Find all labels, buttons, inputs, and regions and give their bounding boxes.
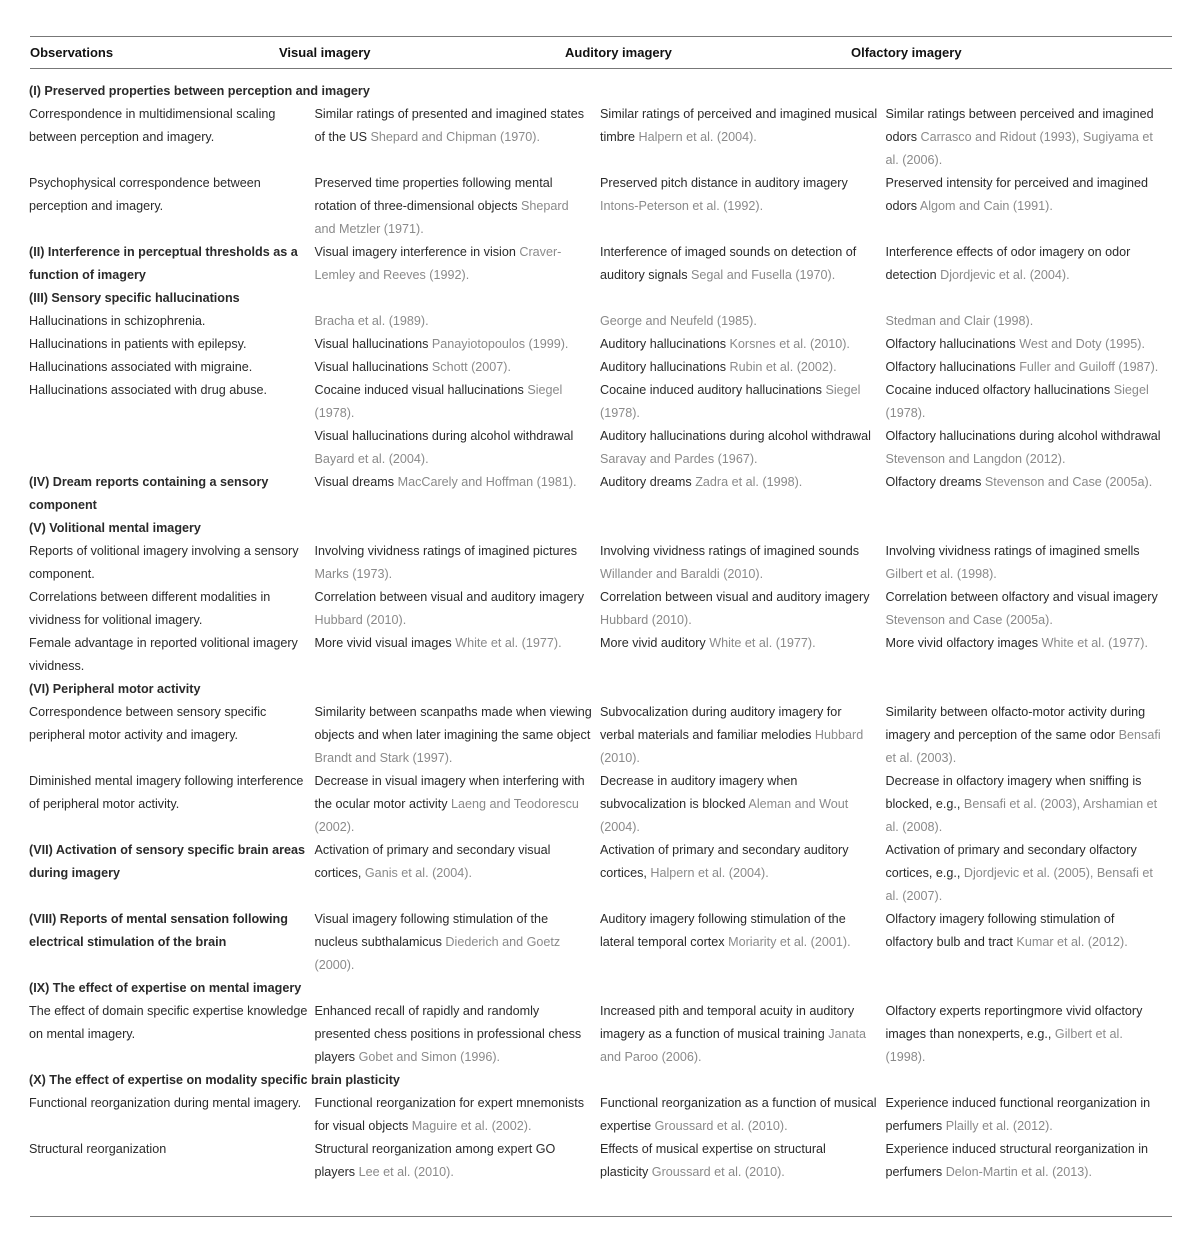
table-row (29, 770, 1171, 839)
visual-text: Visual hallucinations (314, 360, 429, 374)
top-rule (30, 36, 1172, 37)
auditory-text: Auditory hallucinations (600, 360, 727, 374)
olfactory-cell-content (886, 333, 1172, 356)
olfactory-text: Olfactory hallucinations during alcohol withdrawal (885, 429, 1161, 443)
olfactory-cell-content (886, 425, 1172, 471)
visual-cell (315, 1138, 601, 1184)
visual-citation: Schott (2007). (431, 360, 511, 374)
auditory-citation: Hubbard (2010). (600, 613, 692, 627)
visual-cell-content (315, 241, 601, 287)
table-row (29, 839, 1171, 908)
auditory-text: Cocaine induced auditory hallucinations (600, 383, 822, 397)
visual-text: Visual hallucinations during alcohol withdrawal (314, 429, 574, 443)
visual-cell (315, 540, 601, 586)
auditory-citation: Rubin et al. (2002). (729, 360, 837, 374)
olfactory-cell (886, 540, 1172, 586)
olfactory-cell-content (886, 471, 1172, 494)
auditory-text: Subvocalization during auditory imagery for verbal materials and familiar melodies (600, 705, 842, 742)
visual-cell-content (315, 356, 601, 379)
visual-cell (315, 310, 601, 333)
visual-citation: Shepard and Chipman (1970). (370, 130, 540, 144)
observation-cell: Hallucinations in patients with epilepsy. (29, 337, 247, 351)
visual-cell-content (315, 172, 601, 241)
auditory-citation: Groussard et al. (2010). (654, 1119, 788, 1133)
olfactory-cell-content (886, 103, 1172, 172)
olfactory-cell-content (886, 172, 1172, 218)
visual-cell-content (315, 701, 601, 770)
auditory-cell (600, 241, 886, 287)
table-row (29, 632, 1171, 678)
visual-citation: Lee et al. (2010). (358, 1165, 454, 1179)
auditory-cell (600, 770, 886, 839)
olfactory-citation: Plailly et al. (2012). (945, 1119, 1053, 1133)
auditory-citation: Siegel (1978). (600, 383, 861, 420)
olfactory-cell (886, 471, 1172, 517)
olfactory-text: Involving vividness ratings of imagined smells (885, 544, 1140, 558)
olfactory-cell-content (886, 701, 1172, 770)
olfactory-citation: Stedman and Clair (1998). (885, 314, 1034, 328)
table-row (29, 1092, 1171, 1138)
auditory-cell (600, 471, 886, 517)
auditory-cell (600, 333, 886, 356)
auditory-text: Auditory dreams (600, 475, 692, 489)
auditory-citation: White et al. (1977). (709, 636, 816, 650)
section-heading: (IX) The effect of expertise on mental imagery (29, 981, 302, 995)
auditory-citation: Moriarity et al. (2001). (728, 935, 851, 949)
table-row (29, 1000, 1171, 1069)
olfactory-cell-content (886, 310, 1172, 333)
olfactory-cell-content (886, 241, 1172, 287)
observation-cell: Correlations between different modalities in vividness for volitional imagery. (29, 590, 271, 627)
visual-cell-content (315, 770, 601, 839)
table-row (29, 333, 1171, 356)
visual-cell-content (315, 540, 601, 586)
olfactory-citation: Algom and Cain (1991). (919, 199, 1053, 213)
olfactory-text: Olfactory imagery following stimulation of olfactory bulb and tract (885, 912, 1115, 949)
auditory-text: Functional reorganization as a function of musical expertise (600, 1096, 877, 1133)
visual-citation: MacCarely and Hoffman (1981). (397, 475, 577, 489)
olfactory-citation: Bensafi et al. (2003), Arshamian et al. (2008). (885, 797, 1158, 834)
auditory-cell (600, 103, 886, 172)
auditory-citation: George and Neufeld (1985). (600, 314, 757, 328)
visual-cell (315, 241, 601, 287)
olfactory-cell-content (886, 1092, 1172, 1138)
olfactory-text: Olfactory experts reportingmore vivid olfactory images than nonexperts, e.g., (885, 1004, 1143, 1041)
visual-text: Decrease in visual imagery when interfering with the ocular motor activity (314, 774, 585, 811)
table-row (29, 586, 1171, 632)
olfactory-text: Olfactory dreams (885, 475, 982, 489)
auditory-cell-content (600, 241, 886, 287)
auditory-text: Decrease in auditory imagery when subvocalization is blocked (600, 774, 798, 811)
visual-cell (315, 172, 601, 241)
auditory-cell-content (600, 1092, 886, 1138)
olfactory-cell (886, 586, 1172, 632)
table-row (29, 425, 1171, 471)
auditory-citation: Groussard et al. (2010). (651, 1165, 785, 1179)
olfactory-text: Preserved intensity for perceived and imagined odors (885, 176, 1149, 213)
visual-text: Similarity between scanpaths made when viewing objects and when later imagining the same object (314, 705, 592, 742)
olfactory-citation: Bensafi et al. (2003). (885, 728, 1161, 765)
visual-text: More vivid visual images (314, 636, 452, 650)
olfactory-cell-content (886, 1000, 1172, 1069)
header-rule (30, 68, 1172, 69)
visual-text: Visual hallucinations (314, 337, 429, 351)
auditory-citation: Zadra et al. (1998). (695, 475, 803, 489)
observation-cell: Reports of volitional imagery involving a sensory component. (29, 544, 299, 581)
auditory-cell-content (600, 586, 886, 632)
visual-citation: Craver-Lemley and Reeves (1992). (314, 245, 562, 282)
visual-text: Cocaine induced visual hallucinations (314, 383, 524, 397)
auditory-text: Auditory hallucinations during alcohol withdrawal (600, 429, 871, 443)
visual-cell (315, 379, 601, 425)
olfactory-cell (886, 172, 1172, 241)
table-row (29, 103, 1171, 172)
observation-cell: Psychophysical correspondence between perception and imagery. (29, 176, 261, 213)
olfactory-text: Decrease in olfactory imagery when sniffing is blocked, e.g., (885, 774, 1142, 811)
olfactory-cell-content (886, 540, 1172, 586)
auditory-text: Increased pith and temporal acuity in auditory imagery as a function of musical training (600, 1004, 855, 1041)
section-row (29, 287, 1171, 310)
olfactory-text: Olfactory hallucinations (885, 360, 1016, 374)
auditory-cell-content (600, 103, 886, 149)
auditory-cell (600, 701, 886, 770)
auditory-cell (600, 839, 886, 908)
visual-cell-content (315, 632, 601, 655)
auditory-text: Auditory hallucinations (600, 337, 727, 351)
auditory-cell-content (600, 632, 886, 655)
visual-cell-content (315, 839, 601, 885)
olfactory-cell (886, 1000, 1172, 1069)
table-row (29, 241, 1171, 287)
table-row (29, 1138, 1171, 1184)
auditory-text: Correlation between visual and auditory imagery (600, 590, 870, 604)
olfactory-citation: Carrasco and Ridout (1993), Sugiyama et al. (2006). (885, 130, 1153, 167)
auditory-cell (600, 356, 886, 379)
auditory-cell (600, 632, 886, 678)
observation-cell: Female advantage in reported volitional imagery vividness. (29, 636, 298, 673)
visual-cell-content (315, 103, 601, 149)
olfactory-citation: Gilbert et al. (1998). (885, 1027, 1123, 1064)
auditory-cell (600, 172, 886, 241)
olfactory-cell-content (886, 379, 1172, 425)
visual-cell (315, 770, 601, 839)
olfactory-cell-content (886, 908, 1172, 954)
observation-cell: Hallucinations associated with drug abuse. (29, 383, 268, 397)
section-row (29, 1069, 1171, 1092)
auditory-cell-content (600, 701, 886, 770)
visual-citation: Bracha et al. (1989). (314, 314, 429, 328)
auditory-cell-content (600, 356, 886, 379)
auditory-citation: Janata and Paroo (2006). (600, 1027, 867, 1064)
auditory-citation: Aleman and Wout (2004). (600, 797, 849, 834)
visual-cell (315, 333, 601, 356)
visual-citation: Panayiotopoulos (1999). (431, 337, 569, 351)
observation-cell: Diminished mental imagery following interference of peripheral motor activity. (29, 774, 304, 811)
observation-cell: Hallucinations associated with migraine. (29, 360, 253, 374)
section-row (29, 80, 1171, 103)
olfactory-citation: Gilbert et al. (1998). (885, 567, 997, 581)
olfactory-citation: West and Doty (1995). (1019, 337, 1145, 351)
olfactory-cell-content (886, 632, 1172, 655)
auditory-cell (600, 425, 886, 471)
visual-text: Structural reorganization among expert GO players (314, 1142, 556, 1179)
auditory-citation: Korsnes et al. (2010). (729, 337, 850, 351)
olfactory-cell (886, 425, 1172, 471)
auditory-cell (600, 379, 886, 425)
olfactory-text: Experience induced functional reorganization in perfumers (885, 1096, 1151, 1133)
header-olfactory-imagery: Olfactory imagery (851, 45, 962, 60)
section-heading: (X) The effect of expertise on modality specific brain plasticity (29, 1073, 400, 1087)
olfactory-cell (886, 356, 1172, 379)
section-row (29, 678, 1171, 701)
olfactory-citation: Delon-Martin et al. (2013). (945, 1165, 1092, 1179)
olfactory-cell (886, 103, 1172, 172)
olfactory-cell (886, 908, 1172, 977)
visual-cell-content (315, 310, 601, 333)
observation-cell: (VIII) Reports of mental sensation following electrical stimulation of the brain (29, 912, 288, 949)
auditory-text: Activation of primary and secondary auditory cortices, (600, 843, 849, 880)
visual-cell (315, 908, 601, 977)
auditory-cell-content (600, 333, 886, 356)
observation-cell: (IV) Dream reports containing a sensory component (29, 475, 269, 512)
visual-citation: Siegel (1978). (314, 383, 563, 420)
auditory-text: Involving vividness ratings of imagined sounds (600, 544, 860, 558)
visual-cell (315, 425, 601, 471)
visual-citation: Ganis et al. (2004). (364, 866, 472, 880)
section-heading: (V) Volitional mental imagery (29, 521, 201, 535)
auditory-cell-content (600, 425, 886, 471)
olfactory-cell-content (886, 1138, 1172, 1184)
visual-citation: Shepard and Metzler (1971). (314, 199, 569, 236)
auditory-cell (600, 310, 886, 333)
visual-cell-content (315, 333, 601, 356)
visual-text: Preserved time properties following mental rotation of three-dimensional objects (314, 176, 553, 213)
olfactory-cell (886, 310, 1172, 333)
visual-text: Enhanced recall of rapidly and randomly presented chess positions in professional chess players (314, 1004, 582, 1064)
table-row (29, 172, 1171, 241)
visual-cell (315, 632, 601, 678)
olfactory-cell (886, 701, 1172, 770)
auditory-cell-content (600, 839, 886, 885)
header-auditory-imagery: Auditory imagery (565, 45, 672, 60)
auditory-citation: Halpern et al. (2004). (638, 130, 757, 144)
olfactory-text: Olfactory hallucinations (885, 337, 1016, 351)
observation-cell: Correspondence in multidimensional scaling between perception and imagery. (29, 107, 276, 144)
olfactory-citation: Djordjevic et al. (2004). (940, 268, 1070, 282)
olfactory-citation: Kumar et al. (2012). (1016, 935, 1128, 949)
section-heading: (III) Sensory specific hallucinations (29, 291, 240, 305)
olfactory-citation: White et al. (1977). (1041, 636, 1148, 650)
auditory-cell (600, 1092, 886, 1138)
visual-cell (315, 356, 601, 379)
visual-cell-content (315, 379, 601, 425)
visual-cell-content (315, 1138, 601, 1184)
visual-text: Activation of primary and secondary visual cortices, (314, 843, 551, 880)
auditory-citation: Saravay and Pardes (1967). (600, 452, 758, 466)
auditory-cell (600, 1000, 886, 1069)
auditory-cell-content (600, 770, 886, 839)
visual-text: Correlation between visual and auditory imagery (314, 590, 585, 604)
auditory-text: Preserved pitch distance in auditory imagery (600, 176, 848, 190)
table-row (29, 356, 1171, 379)
observation-cell: Correspondence between sensory specific peripheral motor activity and imagery. (29, 705, 267, 742)
olfactory-cell (886, 1092, 1172, 1138)
olfactory-text: Similar ratings between perceived and imagined odors (885, 107, 1154, 144)
visual-cell-content (315, 908, 601, 977)
auditory-cell-content (600, 908, 886, 954)
visual-citation: Marks (1973). (314, 567, 393, 581)
visual-text: Involving vividness ratings of imagined pictures (314, 544, 578, 558)
auditory-text: Interference of imaged sounds on detection of auditory signals (600, 245, 857, 282)
visual-text: Functional reorganization for expert mnemonists for visual objects (314, 1096, 584, 1133)
olfactory-cell (886, 241, 1172, 287)
observation-cell: The effect of domain specific expertise knowledge on mental imagery. (29, 1004, 308, 1041)
visual-citation: Diederich and Goetz (2000). (314, 935, 561, 972)
table-row (29, 540, 1171, 586)
auditory-cell-content (600, 172, 886, 218)
table-row (29, 379, 1171, 425)
olfactory-cell (886, 333, 1172, 356)
visual-cell (315, 839, 601, 908)
auditory-text: More vivid auditory (600, 636, 706, 650)
olfactory-cell (886, 1138, 1172, 1184)
visual-cell (315, 103, 601, 172)
visual-citation: Brandt and Stark (1997). (314, 751, 453, 765)
visual-cell (315, 586, 601, 632)
table-row (29, 310, 1171, 333)
section-heading: (I) Preserved properties between perception and imagery (29, 84, 370, 98)
visual-cell (315, 1000, 601, 1069)
visual-citation: White et al. (1977). (455, 636, 562, 650)
visual-cell (315, 471, 601, 517)
visual-text: Visual imagery following stimulation of the nucleus subthalamicus (314, 912, 549, 949)
visual-cell-content (315, 586, 601, 632)
header-observations: Observations (30, 45, 114, 60)
observation-cell: Functional reorganization during mental imagery. (29, 1096, 302, 1110)
auditory-cell (600, 586, 886, 632)
olfactory-text: Experience induced structural reorganization in perfumers (885, 1142, 1149, 1179)
olfactory-citation: Djordjevic et al. (2005), Bensafi et al. (2007). (885, 866, 1153, 903)
visual-cell-content (315, 471, 601, 494)
visual-citation: Laeng and Teodorescu (2002). (314, 797, 579, 834)
visual-text: Similar ratings of presented and imagined states of the US (314, 107, 585, 144)
visual-cell-content (315, 1000, 601, 1069)
imagery-table (29, 80, 1171, 1184)
olfactory-text: Similarity between olfacto-motor activity during imagery and perception of the same odor (885, 705, 1146, 742)
olfactory-citation: Fuller and Guiloff (1987). (1019, 360, 1159, 374)
olfactory-cell-content (886, 586, 1172, 632)
auditory-text: Auditory imagery following stimulation of the lateral temporal cortex (600, 912, 846, 949)
auditory-text: Effects of musical expertise on structural plasticity (600, 1142, 826, 1179)
auditory-cell-content (600, 1000, 886, 1069)
olfactory-citation: Stevenson and Case (2005a). (984, 475, 1153, 489)
auditory-cell (600, 1138, 886, 1184)
auditory-citation: Hubbard (2010). (600, 728, 864, 765)
visual-cell (315, 701, 601, 770)
olfactory-text: Cocaine induced olfactory hallucinations (885, 383, 1111, 397)
olfactory-text: Activation of primary and secondary olfactory cortices, e.g., (885, 843, 1137, 880)
observation-cell: (VII) Activation of sensory specific brain areas during imagery (29, 843, 305, 880)
section-heading: (VI) Peripheral motor activity (29, 682, 201, 696)
auditory-citation: Halpern et al. (2004). (650, 866, 769, 880)
olfactory-citation: Stevenson and Case (2005a). (885, 613, 1053, 627)
auditory-citation: Willander and Baraldi (2010). (600, 567, 764, 581)
olfactory-text: More vivid olfactory images (885, 636, 1039, 650)
section-row (29, 517, 1171, 540)
table-row (29, 908, 1171, 977)
auditory-cell-content (600, 540, 886, 586)
table-row (29, 471, 1171, 517)
olfactory-cell-content (886, 356, 1172, 379)
observation-cell (29, 425, 315, 471)
olfactory-cell (886, 770, 1172, 839)
visual-text: Visual imagery interference in vision (314, 245, 516, 259)
olfactory-cell (886, 632, 1172, 678)
auditory-text: Similar ratings of perceived and imagined musical timbre (600, 107, 878, 144)
header-visual-imagery: Visual imagery (279, 45, 371, 60)
table-row (29, 701, 1171, 770)
visual-citation: Gobet and Simon (1996). (358, 1050, 501, 1064)
auditory-citation: Intons-Peterson et al. (1992). (600, 199, 764, 213)
visual-cell-content (315, 1092, 601, 1138)
observation-cell: Hallucinations in schizophrenia. (29, 314, 206, 328)
bottom-rule (30, 1216, 1172, 1217)
olfactory-citation: Siegel (1978). (885, 383, 1149, 420)
visual-text: Visual dreams (314, 475, 395, 489)
auditory-citation: Segal and Fusella (1970). (691, 268, 836, 282)
auditory-cell-content (600, 1138, 886, 1184)
olfactory-text: Correlation between olfactory and visual imagery (885, 590, 1158, 604)
auditory-cell (600, 540, 886, 586)
visual-cell (315, 1092, 601, 1138)
section-row (29, 977, 1171, 1000)
visual-citation: Maguire et al. (2002). (411, 1119, 532, 1133)
olfactory-cell-content (886, 839, 1172, 908)
olfactory-cell (886, 839, 1172, 908)
visual-citation: Bayard et al. (2004). (314, 452, 429, 466)
auditory-cell (600, 908, 886, 977)
auditory-cell-content (600, 471, 886, 494)
observation-cell: Structural reorganization (29, 1142, 167, 1156)
auditory-cell-content (600, 379, 886, 425)
visual-cell-content (315, 425, 601, 471)
olfactory-citation: Stevenson and Langdon (2012). (885, 452, 1066, 466)
olfactory-cell (886, 379, 1172, 425)
auditory-cell-content (600, 310, 886, 333)
observation-cell: (II) Interference in perceptual thresholds as a function of imagery (29, 245, 298, 282)
visual-citation: Hubbard (2010). (314, 613, 407, 627)
olfactory-text: Interference effects of odor imagery on odor detection (885, 245, 1131, 282)
olfactory-cell-content (886, 770, 1172, 839)
